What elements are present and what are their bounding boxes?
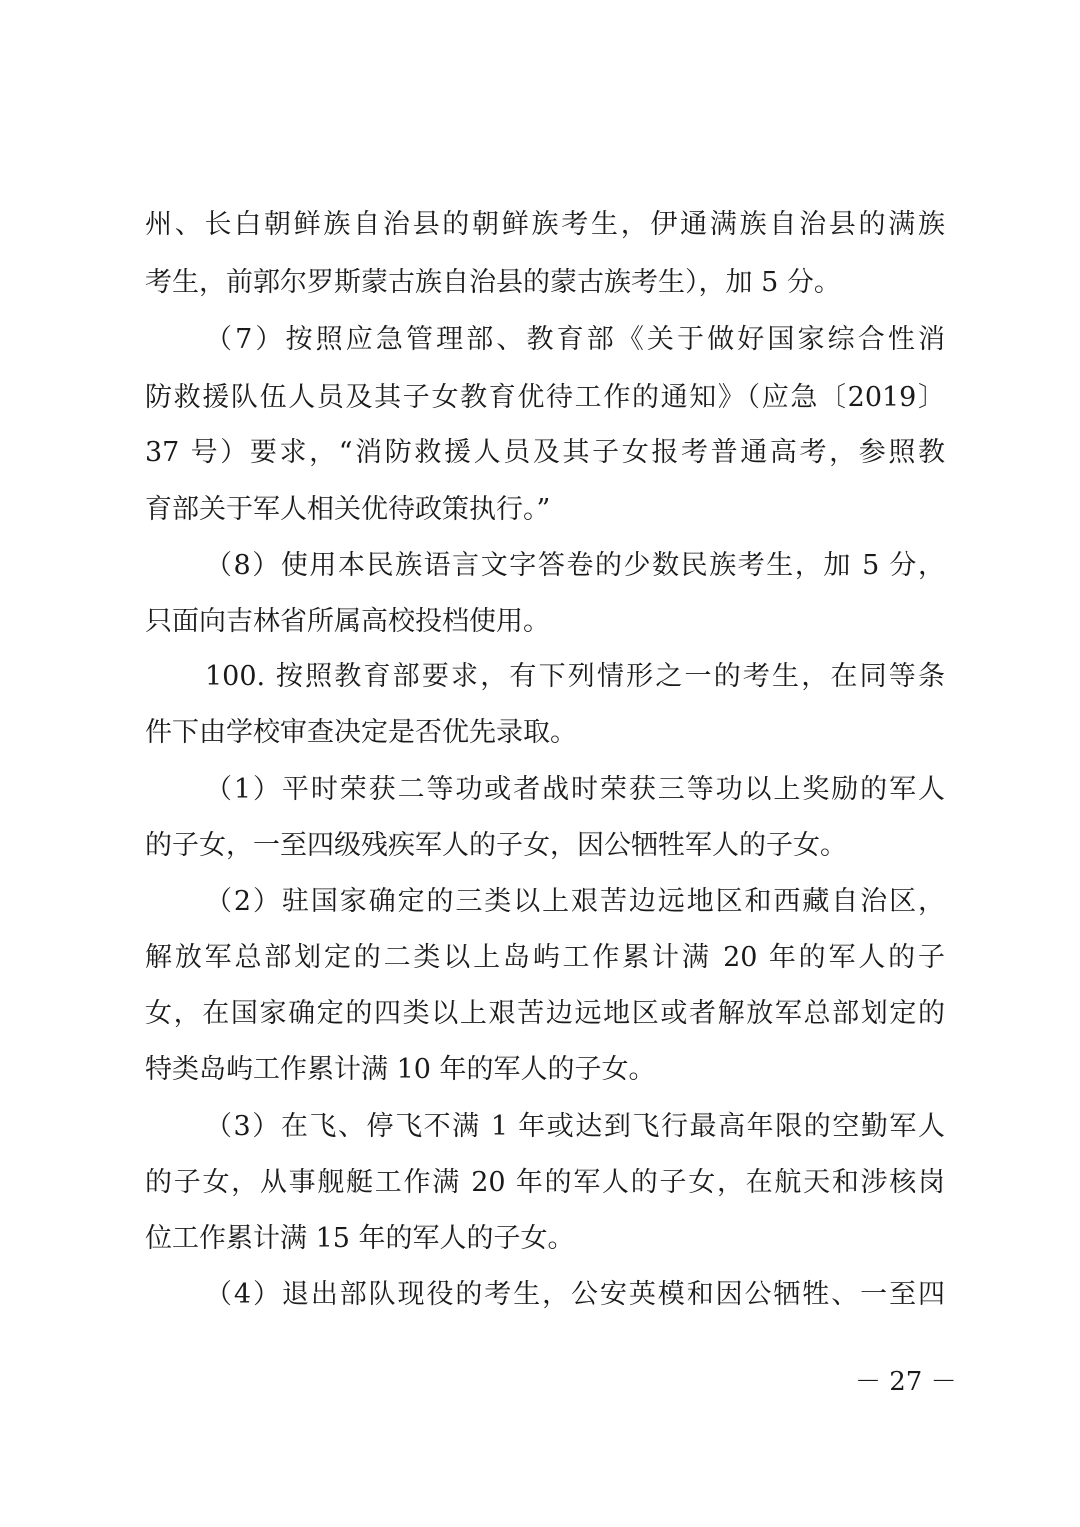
text-line: 的子女，一至四级残疾军人的子女，因公牺牲军人的子女。	[145, 830, 847, 861]
text-line: 防救援队伍人员及其子女教育优待工作的通知》（应急〔2019〕	[145, 382, 945, 413]
text-line: 位工作累计满 15 年的军人的子女。	[145, 1223, 575, 1254]
text-line: 的子女，从事舰艇工作满 20 年的军人的子女，在航天和涉核岗	[145, 1167, 945, 1198]
paragraph-8-start: （8）使用本民族语言文字答卷的少数民族考生，加 5 分，	[205, 550, 945, 581]
text-line: 特类岛屿工作累计满 10 年的军人的子女。	[145, 1054, 656, 1085]
text-line: 考生，前郭尔罗斯蒙古族自治县的蒙古族考生），加 5 分。	[145, 267, 841, 298]
item-1-start: （1）平时荣获二等功或者战时荣获三等功以上奖励的军人	[205, 774, 945, 805]
page-number: － 27 －	[855, 1367, 957, 1397]
text-line: 只面向吉林省所属高校投档使用。	[145, 606, 550, 637]
text-line: 37 号）要求，“消防救援人员及其子女报考普通高考，参照教	[145, 437, 945, 468]
paragraph-7-start: （7）按照应急管理部、教育部《关于做好国家综合性消	[205, 324, 945, 355]
text-line: 育部关于军人相关优待政策执行。”	[145, 494, 551, 525]
item-3-start: （3）在飞、停飞不满 1 年或达到飞行最高年限的空勤军人	[205, 1111, 945, 1142]
text-line: 州、长白朝鲜族自治县的朝鲜族考生，伊通满族自治县的满族	[145, 209, 945, 240]
text-line: 女，在国家确定的四类以上艰苦边远地区或者解放军总部划定的	[145, 998, 945, 1029]
item-2-start: （2）驻国家确定的三类以上艰苦边远地区和西藏自治区，	[205, 886, 945, 917]
text-line: 件下由学校审查决定是否优先录取。	[145, 717, 577, 748]
text-line: 解放军总部划定的二类以上岛屿工作累计满 20 年的军人的子	[145, 942, 945, 973]
item-4-start: （4）退出部队现役的考生，公安英模和因公牺牲、一至四	[205, 1279, 945, 1310]
article-100-start: 100. 按照教育部要求，有下列情形之一的考生，在同等条	[205, 661, 945, 692]
